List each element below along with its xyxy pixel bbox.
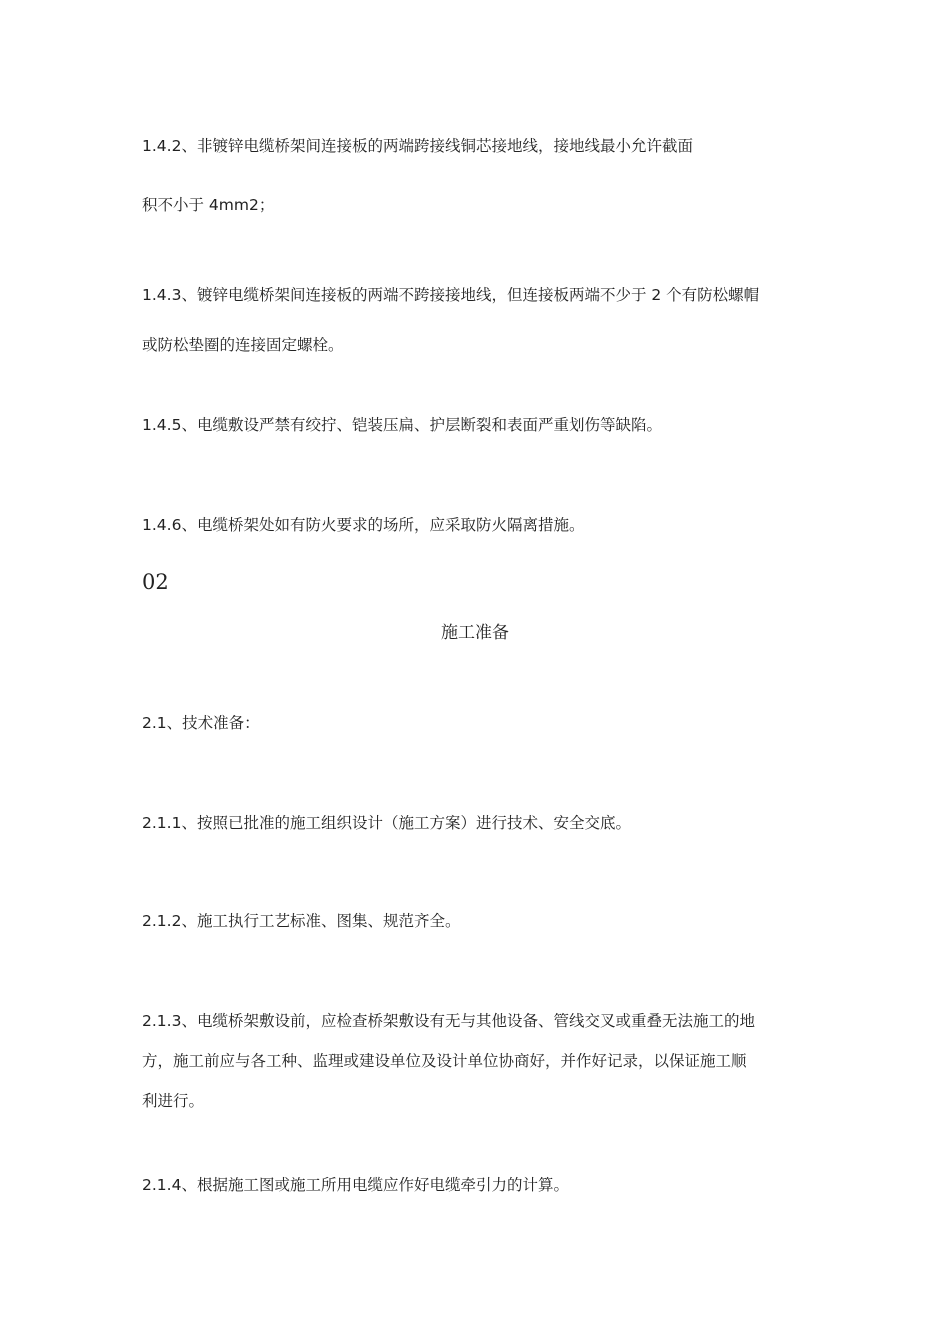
paragraph-1-4-2-line-1: 1.4.2、非镀锌电缆桥架间连接板的两端跨接线铜芯接地线，接地线最小允许截面 (142, 137, 693, 155)
item-2-1-3-line-2: 方，施工前应与各工种、监理或建设单位及设计单位协商好，并作好记录，以保证施工顺 (142, 1052, 747, 1070)
item-2-1-3-line-3: 利进行。 (142, 1092, 205, 1110)
section-number: 02 (142, 570, 169, 594)
item-2-1-3-line-1: 2.1.3、电缆桥架敷设前，应检查桥架敷设有无与其他设备、管线交叉或重叠无法施工的地 (142, 1012, 755, 1030)
paragraph-1-4-3-line-2: 或防松垫圈的连接固定螺栓。 (142, 336, 344, 354)
item-2-1-1: 2.1.1、按照已批准的施工组织设计（施工方案）进行技术、安全交底。 (142, 814, 631, 832)
paragraph-1-4-2-line-2: 积不小于 4mm2； (142, 196, 275, 214)
paragraph-1-4-6: 1.4.6、电缆桥架处如有防火要求的场所，应采取防火隔离措施。 (142, 516, 585, 534)
item-2-1-2: 2.1.2、施工执行工艺标准、图集、规范齐全。 (142, 912, 461, 930)
paragraph-1-4-5: 1.4.5、电缆敷设严禁有绞拧、铠装压扁、护层断裂和表面严重划伤等缺陷。 (142, 416, 662, 434)
paragraph-1-4-3-line-1: 1.4.3、镀锌电缆桥架间连接板的两端不跨接接地线，但连接板两端不少于 2 个有防松螺帽 (142, 286, 760, 304)
section-title: 施工准备 (441, 623, 509, 643)
item-2-1-4: 2.1.4、根据施工图或施工所用电缆应作好电缆牵引力的计算。 (142, 1176, 569, 1194)
item-2-1: 2.1、技术准备： (142, 714, 260, 732)
